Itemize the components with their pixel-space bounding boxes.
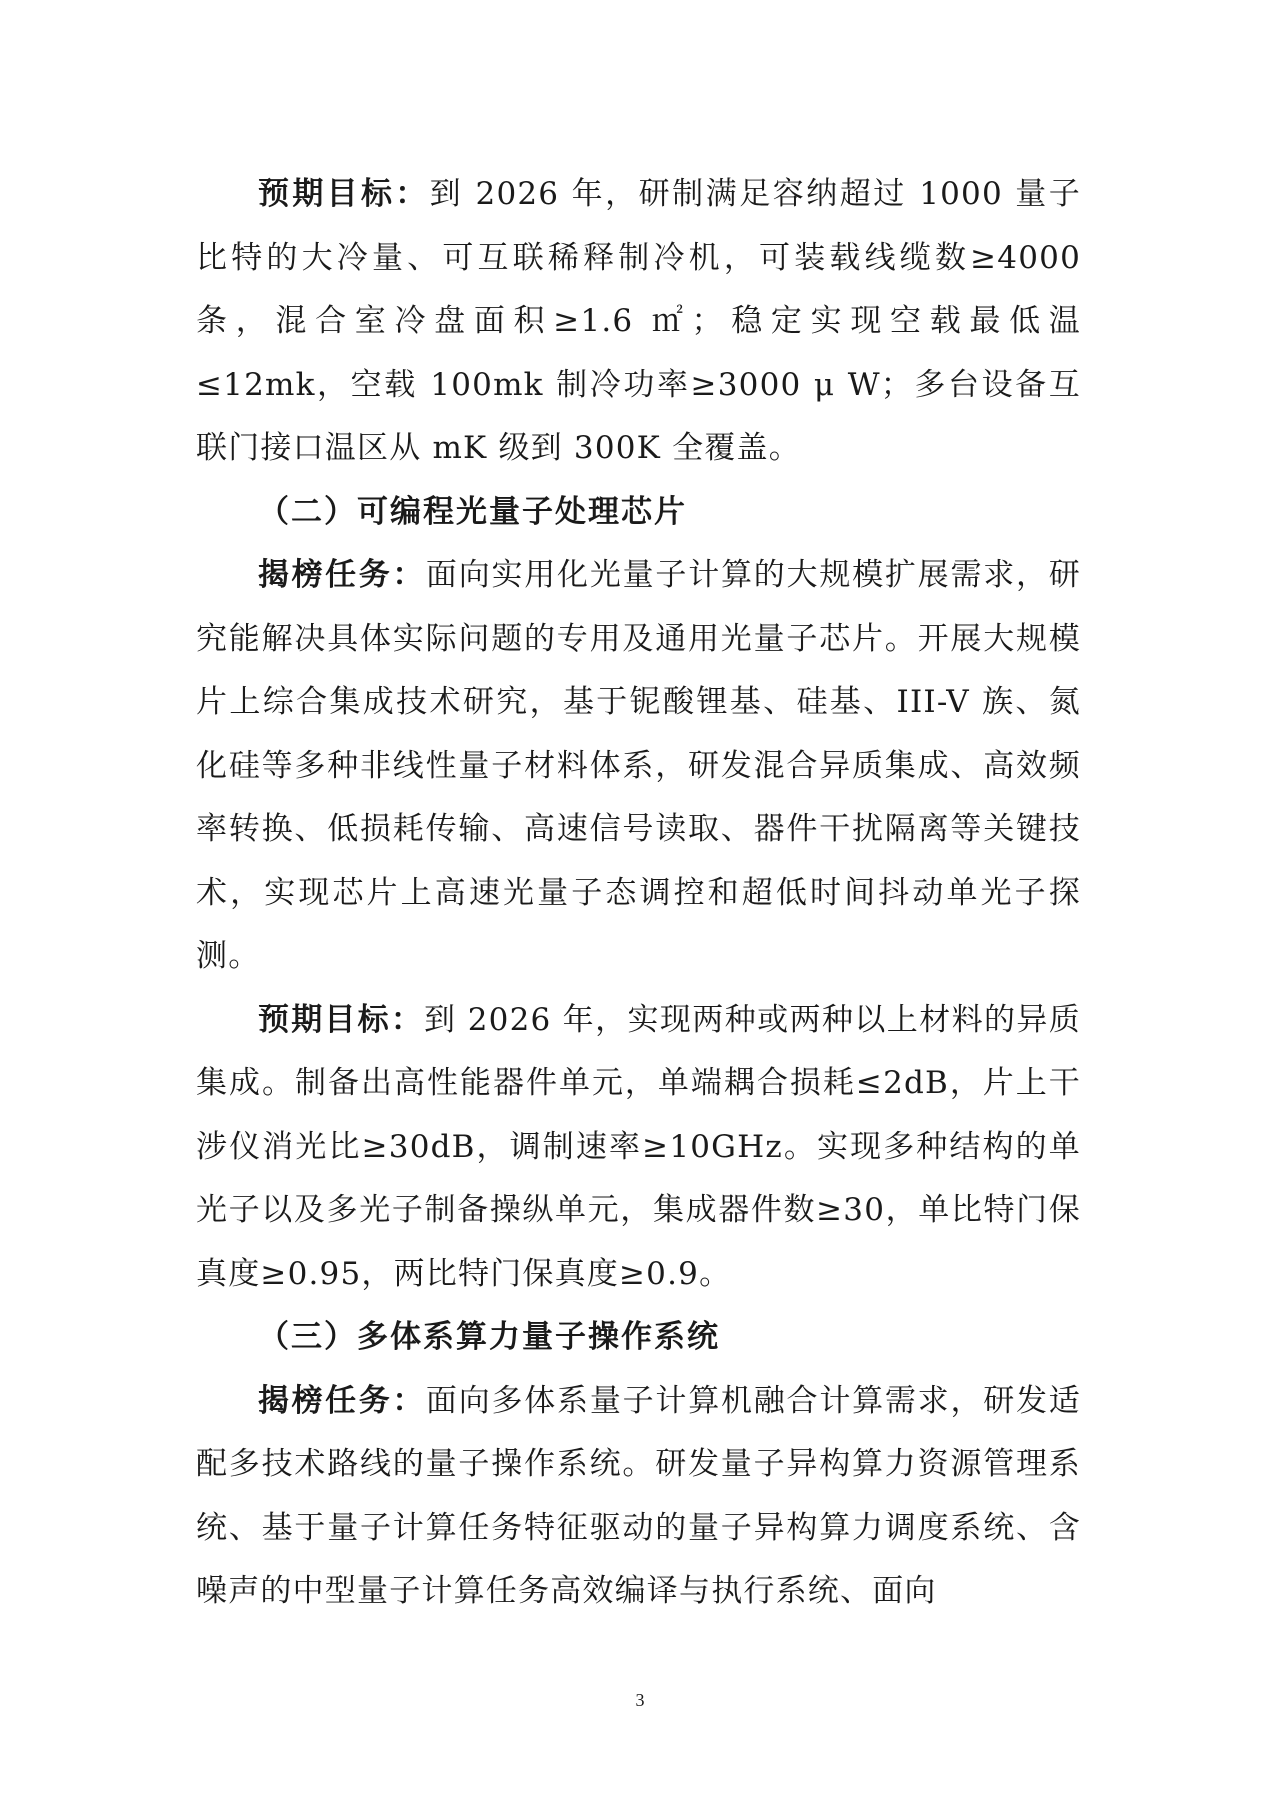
section-heading-3: （三）多体系算力量子操作系统 [258, 1319, 720, 1355]
paragraph-text: 面向多体系量子计算机融合计算需求，研发适配多技术路线的量子操作系统。研发量子异构算力资源管理系统、基于量子计算任务特征驱动的量子异构算力调度系统、含噪声的中型量子计算任务高效编译与执行系统、面向 [196, 1382, 1082, 1609]
section-heading-2: （二）可编程光量子处理芯片 [258, 493, 687, 530]
paragraph-label: 预期目标： [258, 1001, 425, 1038]
paragraph-expected-goal-2 [196, 989, 1081, 1307]
paragraph-task-3 [196, 1370, 1081, 1624]
paragraph-text: 到 2026 年，实现两种或两种以上材料的异质集成。制备出高性能器件单元，单端耦合损耗≤2dB，片上干涉仪消光比≥30dB，调制速率≥10GHz。实现多种结构的单光子以及多光子制备操纵单元，集成器件数≥30，单比特门保真度≥0.95，两比特门保真度≥0.9。 [196, 1001, 1081, 1292]
paragraph-label: 预期目标： [258, 176, 430, 212]
paragraph-label: 揭榜任务： [258, 1382, 426, 1419]
document-body [196, 163, 1081, 1624]
paragraph-label: 揭榜任务： [258, 557, 426, 593]
paragraph-text: 面向实用化光量子计算的大规模扩展需求，研究能解决具体实际问题的专用及通用光量子芯片。开展大规模片上综合集成技术研究，基于铌酸锂基、硅基、III-V 族、氮化硅等多种非线性量子材料体系，研发混合异质集成、高效频率转换、低损耗传输、高速信号读取、器件干扰隔离等关键技术，实现芯片上高速光量子态调控和超低时间抖动单光子探测。 [196, 557, 1082, 974]
page-number: 3 [635, 1690, 645, 1710]
paragraph-expected-goal-1 [196, 163, 1081, 481]
paragraph-task-2 [196, 544, 1081, 989]
paragraph-text: 到 2026 年，研制满足容纳超过 1000 量子比特的大冷量、可互联稀释制冷机，可装载线缆数≥4000 条，混合室冷盘面积≥1.6 ㎡；稳定实现空载最低温≤12mk，空载 100mk 制冷功率≥3000 μ W；多台设备互联门接口温区从 mK 级到 300K 全覆盖。 [196, 176, 1082, 466]
